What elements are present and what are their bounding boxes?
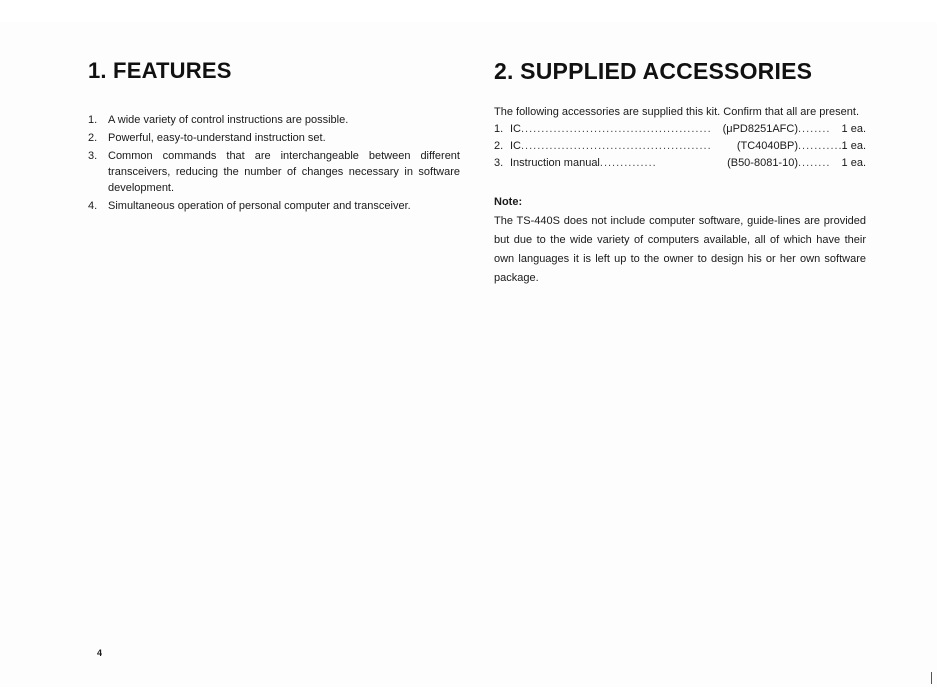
accessory-number: 2.	[494, 140, 504, 152]
accessory-quantity: 1 ea.	[841, 123, 866, 135]
feature-item	[88, 198, 460, 214]
feature-number: 4.	[88, 200, 98, 212]
accessory-number: 1.	[494, 123, 504, 135]
dot-leader: ...............................................	[521, 140, 712, 152]
feature-text: A wide variety of control instructions are possible.	[108, 114, 349, 126]
feature-item	[88, 130, 460, 146]
feature-number: 2.	[88, 132, 98, 144]
dot-leader: ........	[798, 123, 831, 135]
note-heading: Note:	[494, 196, 523, 208]
feature-item	[88, 148, 460, 196]
page-edge-mark	[931, 672, 932, 684]
dot-leader: ............	[798, 140, 847, 152]
accessories-list	[494, 121, 866, 172]
accessory-row	[494, 138, 866, 155]
accessory-part-number: (μPD8251AFC)	[722, 123, 798, 135]
top-margin	[0, 0, 937, 22]
note-body: The TS-440S does not include computer software, guide-lines are provided but due to the wide variety of computers available, all of which have their own languages it is left up to the owner to design his or her own software package.	[494, 215, 866, 284]
dot-leader: ........	[798, 157, 831, 169]
accessory-number: 3.	[494, 157, 504, 169]
accessory-row	[494, 121, 866, 138]
accessory-name: IC	[510, 123, 521, 135]
accessories-section	[494, 58, 866, 288]
accessory-quantity: 1 ea.	[841, 140, 866, 152]
accessory-part-number: (TC4040BP)	[736, 140, 798, 152]
feature-text: Common commands that are interchangeable between different transceivers, reducing the number of changes necessary in software development.	[108, 150, 460, 194]
accessory-name: Instruction manual	[510, 157, 600, 169]
dot-leader: ...............................................	[521, 123, 712, 135]
accessory-row	[494, 155, 866, 172]
page-number: 4	[97, 648, 103, 658]
dot-leader: ..............	[599, 157, 657, 169]
features-list	[88, 112, 460, 214]
accessories-title: 2. SUPPLIED ACCESSORIES	[494, 58, 813, 84]
feature-number: 3.	[88, 150, 98, 162]
accessories-intro: The following accessories are supplied this kit. Confirm that all are present.	[494, 106, 860, 118]
accessory-name: IC	[510, 140, 521, 152]
accessory-part-number: (B50-8081-10)	[727, 157, 798, 169]
feature-text: Powerful, easy-to-understand instruction set.	[108, 132, 326, 144]
feature-number: 1.	[88, 114, 98, 126]
features-title: 1. FEATURES	[88, 58, 232, 83]
accessory-quantity: 1 ea.	[841, 157, 866, 169]
features-section	[88, 58, 460, 216]
feature-text: Simultaneous operation of personal computer and transceiver.	[108, 200, 411, 212]
feature-item	[88, 112, 460, 128]
